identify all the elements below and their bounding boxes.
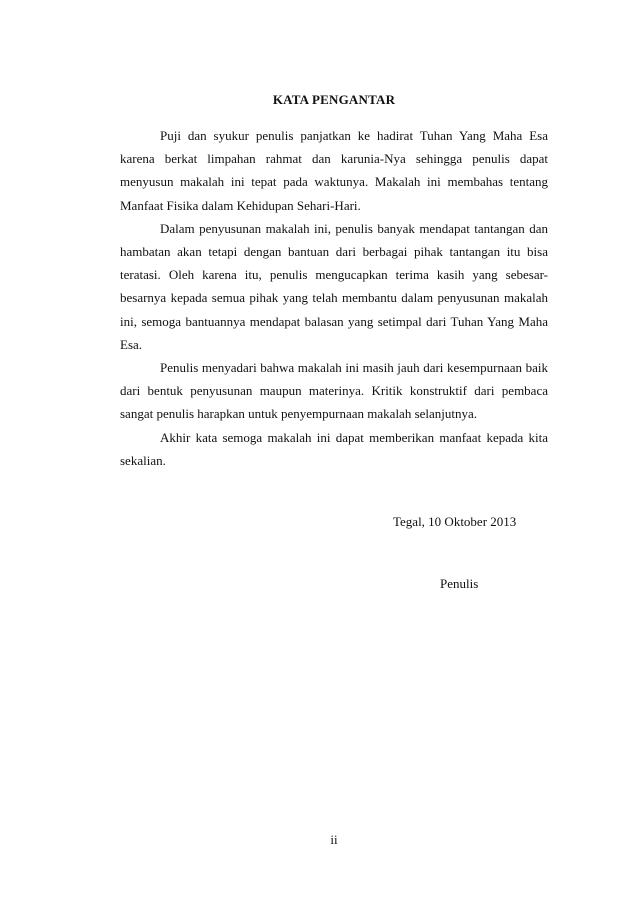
author-signature: Penulis	[440, 576, 479, 591]
foreword-body	[120, 124, 548, 472]
paragraph-gratitude: Puji dan syukur penulis panjatkan ke hadirat Tuhan Yang Maha Esa karena berkat limpahan rahmat dan karunia-Nya sehingga penulis dapat menyusun makalah ini tepat pada waktunya. Makalah ini membahas tentang Manfaat Fisika dalam Kehidupan Sehari-Hari.	[120, 128, 548, 213]
page-title: KATA PENGANTAR	[272, 92, 396, 107]
place-date: Tegal, 10 Oktober 2013	[393, 514, 517, 529]
paragraph-closing: Akhir kata semoga makalah ini dapat memberikan manfaat kepada kita sekalian.	[120, 429, 548, 468]
page-number: ii	[330, 832, 338, 847]
paragraph-acknowledgement: Dalam penyusunan makalah ini, penulis banyak mendapat tantangan dan hambatan akan tetapi dengan bantuan dari berbagai pihak tantangan itu bisa teratasi. Oleh karena itu, penulis mengucapkan terima kasih yang sebesar-besarnya kepada semua pihak yang telah membantu dalam penyusunan makalah ini, semoga bantuannya mendapat balasan yang setimpal dari Tuhan Yang Maha Esa.	[120, 220, 548, 352]
paragraph-limitations: Penulis menyadari bahwa makalah ini masih jauh dari kesempurnaan baik dari bentuk penyusunan maupun materinya. Kritik konstruktif dari pembaca sangat penulis harapkan untuk penyempurnaan makalah selanjutnya.	[120, 360, 548, 422]
